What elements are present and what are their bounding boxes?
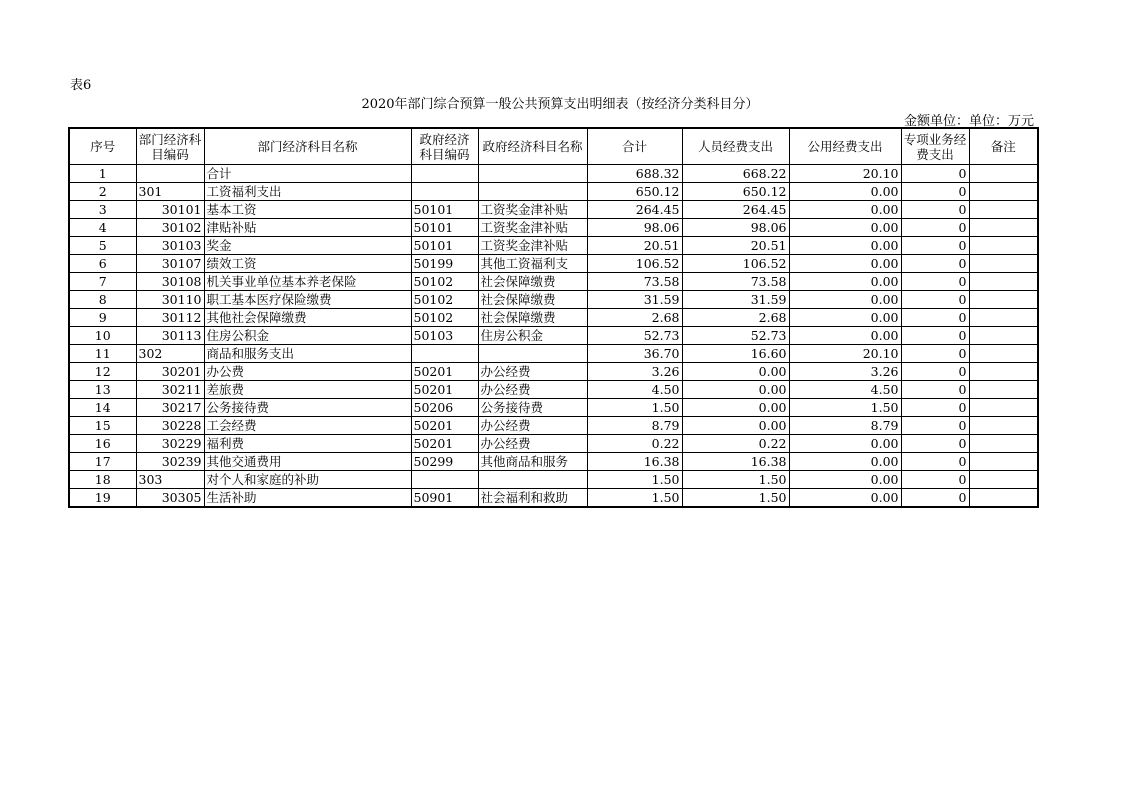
budget-table (68, 127, 1039, 508)
cell-dept-name[interactable]: 工会经费 (204, 417, 411, 435)
cell-personnel[interactable]: 668.22 (682, 165, 789, 183)
cell-dept-code[interactable]: 30217 (136, 399, 204, 417)
cell-remark[interactable] (969, 291, 1038, 309)
cell-special[interactable]: 0 (901, 273, 969, 291)
cell-personnel[interactable]: 0.00 (682, 417, 789, 435)
cell-personnel[interactable]: 0.00 (682, 399, 789, 417)
cell-public[interactable]: 8.79 (789, 417, 901, 435)
cell-total[interactable]: 36.70 (587, 345, 682, 363)
cell-remark[interactable] (969, 417, 1038, 435)
table-row (69, 273, 1038, 291)
cell-special[interactable]: 0 (901, 399, 969, 417)
cell-gov-code[interactable]: 50102 (411, 273, 478, 291)
cell-public[interactable]: 1.50 (789, 399, 901, 417)
cell-gov-code[interactable] (411, 165, 478, 183)
cell-seq[interactable]: 19 (69, 489, 136, 508)
cell-dept-name[interactable]: 基本工资 (204, 201, 411, 219)
cell-seq[interactable]: 14 (69, 399, 136, 417)
cell-personnel[interactable]: 16.38 (682, 453, 789, 471)
cell-total[interactable]: 0.22 (587, 435, 682, 453)
header-dept-code[interactable]: 部门经济科目编码 (136, 128, 204, 165)
table-row (69, 399, 1038, 417)
cell-dept-code[interactable]: 30228 (136, 417, 204, 435)
cell-seq[interactable]: 15 (69, 417, 136, 435)
cell-gov-code[interactable]: 50201 (411, 363, 478, 381)
cell-special[interactable]: 0 (901, 489, 969, 508)
cell-special[interactable]: 0 (901, 363, 969, 381)
cell-gov-name[interactable]: 社会保障缴费 (478, 291, 587, 309)
cell-remark[interactable] (969, 219, 1038, 237)
cell-gov-code[interactable]: 50199 (411, 255, 478, 273)
cell-dept-name[interactable]: 其他交通费用 (204, 453, 411, 471)
header-personnel[interactable]: 人员经费支出 (682, 128, 789, 165)
cell-dept-code[interactable]: 301 (136, 183, 204, 201)
cell-dept-code[interactable]: 30108 (136, 273, 204, 291)
cell-special[interactable]: 0 (901, 165, 969, 183)
cell-seq[interactable]: 5 (69, 237, 136, 255)
cell-public[interactable]: 0.00 (789, 291, 901, 309)
page-title: 2020年部门综合预算一般公共预算支出明细表（按经济分类科目分） (361, 97, 759, 112)
cell-remark[interactable] (969, 471, 1038, 489)
cell-public[interactable]: 0.00 (789, 255, 901, 273)
cell-total[interactable]: 1.50 (587, 489, 682, 508)
cell-gov-name[interactable]: 社会保障缴费 (478, 309, 587, 327)
table-row (69, 435, 1038, 453)
cell-remark[interactable] (969, 183, 1038, 201)
cell-gov-code[interactable]: 50101 (411, 201, 478, 219)
cell-personnel[interactable]: 98.06 (682, 219, 789, 237)
cell-seq[interactable]: 6 (69, 255, 136, 273)
cell-gov-name[interactable]: 办公经费 (478, 381, 587, 399)
cell-personnel[interactable]: 0.00 (682, 381, 789, 399)
cell-dept-code[interactable]: 302 (136, 345, 204, 363)
table-row (69, 201, 1038, 219)
table-row (69, 165, 1038, 183)
unit-label: 金额单位：单位：万元 (903, 114, 1034, 129)
table-row (69, 183, 1038, 201)
cell-dept-name[interactable]: 办公费 (204, 363, 411, 381)
cell-total[interactable]: 4.50 (587, 381, 682, 399)
table-row (69, 471, 1038, 489)
cell-remark[interactable] (969, 363, 1038, 381)
cell-seq[interactable]: 16 (69, 435, 136, 453)
cell-dept-code[interactable]: 30201 (136, 363, 204, 381)
cell-gov-name[interactable]: 其他工资福利支 (478, 255, 587, 273)
header-dept-name[interactable]: 部门经济科目名称 (204, 128, 411, 165)
cell-dept-name[interactable]: 对个人和家庭的补助 (204, 471, 411, 489)
cell-dept-name[interactable]: 奖金 (204, 237, 411, 255)
cell-total[interactable]: 1.50 (587, 399, 682, 417)
cell-dept-name[interactable]: 福利费 (204, 435, 411, 453)
table-row (69, 381, 1038, 399)
table-row (69, 219, 1038, 237)
cell-special[interactable]: 0 (901, 381, 969, 399)
cell-dept-name[interactable]: 职工基本医疗保险缴费 (204, 291, 411, 309)
cell-remark[interactable] (969, 345, 1038, 363)
cell-personnel[interactable]: 650.12 (682, 183, 789, 201)
cell-personnel[interactable]: 1.50 (682, 471, 789, 489)
cell-dept-name[interactable]: 机关事业单位基本养老保险 (204, 273, 411, 291)
cell-total[interactable]: 52.73 (587, 327, 682, 345)
header-gov-code[interactable]: 政府经济科目编码 (411, 128, 478, 165)
cell-public[interactable]: 0.00 (789, 183, 901, 201)
cell-special[interactable]: 0 (901, 291, 969, 309)
cell-seq[interactable]: 3 (69, 201, 136, 219)
cell-dept-name[interactable]: 绩效工资 (204, 255, 411, 273)
cell-seq[interactable]: 17 (69, 453, 136, 471)
cell-gov-name[interactable]: 社会保障缴费 (478, 273, 587, 291)
header-total[interactable]: 合计 (587, 128, 682, 165)
cell-special[interactable]: 0 (901, 435, 969, 453)
cell-dept-name[interactable]: 生活补助 (204, 489, 411, 508)
cell-public[interactable]: 0.00 (789, 273, 901, 291)
cell-seq[interactable]: 1 (69, 165, 136, 183)
table-row (69, 363, 1038, 381)
cell-public[interactable]: 20.10 (789, 165, 901, 183)
cell-special[interactable]: 0 (901, 309, 969, 327)
cell-personnel[interactable]: 16.60 (682, 345, 789, 363)
cell-remark[interactable] (969, 273, 1038, 291)
cell-total[interactable]: 2.68 (587, 309, 682, 327)
cell-personnel[interactable]: 2.68 (682, 309, 789, 327)
cell-gov-code[interactable] (411, 471, 478, 489)
cell-remark[interactable] (969, 165, 1038, 183)
cell-total[interactable]: 20.51 (587, 237, 682, 255)
cell-dept-code[interactable]: 30103 (136, 237, 204, 255)
cell-gov-name[interactable] (478, 183, 587, 201)
cell-personnel[interactable]: 31.59 (682, 291, 789, 309)
cell-special[interactable]: 0 (901, 219, 969, 237)
cell-special[interactable]: 0 (901, 183, 969, 201)
cell-dept-name[interactable]: 公务接待费 (204, 399, 411, 417)
cell-gov-name[interactable]: 工资奖金津补贴 (478, 201, 587, 219)
cell-dept-name[interactable]: 合计 (204, 165, 411, 183)
cell-gov-name[interactable]: 办公经费 (478, 435, 587, 453)
cell-gov-name[interactable]: 工资奖金津补贴 (478, 219, 587, 237)
cell-personnel[interactable]: 20.51 (682, 237, 789, 255)
cell-dept-name[interactable]: 住房公积金 (204, 327, 411, 345)
cell-gov-code[interactable]: 50101 (411, 237, 478, 255)
cell-remark[interactable] (969, 381, 1038, 399)
header-seq[interactable]: 序号 (69, 128, 136, 165)
table-row (69, 237, 1038, 255)
cell-gov-name[interactable]: 社会福利和救助 (478, 489, 587, 508)
table-row (69, 345, 1038, 363)
cell-dept-code[interactable]: 30102 (136, 219, 204, 237)
cell-dept-code[interactable]: 30211 (136, 381, 204, 399)
cell-public[interactable]: 0.00 (789, 219, 901, 237)
cell-personnel[interactable]: 0.22 (682, 435, 789, 453)
cell-seq[interactable]: 9 (69, 309, 136, 327)
table-row (69, 255, 1038, 273)
cell-remark[interactable] (969, 489, 1038, 508)
cell-dept-code[interactable]: 30229 (136, 435, 204, 453)
table-row (69, 417, 1038, 435)
cell-total[interactable]: 650.12 (587, 183, 682, 201)
cell-seq[interactable]: 10 (69, 327, 136, 345)
cell-seq[interactable]: 2 (69, 183, 136, 201)
cell-seq[interactable]: 4 (69, 219, 136, 237)
cell-remark[interactable] (969, 435, 1038, 453)
cell-gov-code[interactable] (411, 183, 478, 201)
cell-public[interactable]: 3.26 (789, 363, 901, 381)
cell-personnel[interactable]: 106.52 (682, 255, 789, 273)
cell-special[interactable]: 0 (901, 345, 969, 363)
cell-total[interactable]: 264.45 (587, 201, 682, 219)
cell-gov-code[interactable]: 50206 (411, 399, 478, 417)
cell-gov-name[interactable] (478, 345, 587, 363)
cell-total[interactable]: 1.50 (587, 471, 682, 489)
cell-personnel[interactable]: 0.00 (682, 363, 789, 381)
cell-personnel[interactable]: 73.58 (682, 273, 789, 291)
cell-dept-code[interactable]: 30112 (136, 309, 204, 327)
cell-dept-code[interactable]: 30113 (136, 327, 204, 345)
table-body (69, 165, 1038, 508)
cell-public[interactable]: 0.00 (789, 435, 901, 453)
cell-gov-name[interactable]: 工资奖金津补贴 (478, 237, 587, 255)
cell-total[interactable]: 106.52 (587, 255, 682, 273)
cell-dept-name[interactable]: 商品和服务支出 (204, 345, 411, 363)
cell-gov-name[interactable]: 住房公积金 (478, 327, 587, 345)
cell-gov-code[interactable]: 50101 (411, 219, 478, 237)
cell-personnel[interactable]: 1.50 (682, 489, 789, 508)
cell-remark[interactable] (969, 327, 1038, 345)
cell-personnel[interactable]: 52.73 (682, 327, 789, 345)
header-special[interactable]: 专项业务经费支出 (901, 128, 969, 165)
cell-special[interactable]: 0 (901, 471, 969, 489)
cell-dept-name[interactable]: 其他社会保障缴费 (204, 309, 411, 327)
cell-dept-name[interactable]: 差旅费 (204, 381, 411, 399)
header-remark[interactable]: 备注 (969, 128, 1038, 165)
cell-total[interactable]: 688.32 (587, 165, 682, 183)
cell-remark[interactable] (969, 255, 1038, 273)
table-row (69, 453, 1038, 471)
cell-seq[interactable]: 13 (69, 381, 136, 399)
cell-gov-name[interactable] (478, 471, 587, 489)
cell-public[interactable]: 0.00 (789, 489, 901, 508)
cell-gov-code[interactable]: 50201 (411, 435, 478, 453)
cell-seq[interactable]: 11 (69, 345, 136, 363)
cell-gov-name[interactable]: 办公经费 (478, 363, 587, 381)
cell-dept-code[interactable]: 303 (136, 471, 204, 489)
cell-special[interactable]: 0 (901, 453, 969, 471)
cell-dept-code[interactable]: 30305 (136, 489, 204, 508)
cell-special[interactable]: 0 (901, 327, 969, 345)
cell-dept-code[interactable]: 30101 (136, 201, 204, 219)
cell-gov-name[interactable]: 办公经费 (478, 417, 587, 435)
table-row (69, 327, 1038, 345)
cell-dept-name[interactable]: 工资福利支出 (204, 183, 411, 201)
cell-seq[interactable]: 18 (69, 471, 136, 489)
cell-remark[interactable] (969, 237, 1038, 255)
cell-gov-code[interactable]: 50201 (411, 381, 478, 399)
cell-gov-code[interactable] (411, 345, 478, 363)
cell-special[interactable]: 0 (901, 417, 969, 435)
table-row (69, 291, 1038, 309)
cell-total[interactable]: 16.38 (587, 453, 682, 471)
table-tag: 表6 (70, 78, 92, 93)
cell-public[interactable]: 0.00 (789, 237, 901, 255)
cell-dept-code[interactable]: 30110 (136, 291, 204, 309)
cell-remark[interactable] (969, 453, 1038, 471)
header-gov-name[interactable]: 政府经济科目名称 (478, 128, 587, 165)
cell-seq[interactable]: 12 (69, 363, 136, 381)
cell-remark[interactable] (969, 201, 1038, 219)
cell-total[interactable]: 73.58 (587, 273, 682, 291)
cell-dept-code[interactable]: 30107 (136, 255, 204, 273)
cell-public[interactable]: 0.00 (789, 201, 901, 219)
cell-total[interactable]: 98.06 (587, 219, 682, 237)
cell-remark[interactable] (969, 399, 1038, 417)
cell-seq[interactable]: 8 (69, 291, 136, 309)
cell-special[interactable]: 0 (901, 237, 969, 255)
cell-gov-code[interactable]: 50102 (411, 309, 478, 327)
cell-special[interactable]: 0 (901, 255, 969, 273)
cell-gov-code[interactable]: 50299 (411, 453, 478, 471)
cell-gov-code[interactable]: 50901 (411, 489, 478, 508)
header-row (69, 128, 1038, 165)
cell-gov-code[interactable]: 50102 (411, 291, 478, 309)
cell-public[interactable]: 0.00 (789, 327, 901, 345)
cell-public[interactable]: 0.00 (789, 453, 901, 471)
cell-seq[interactable]: 7 (69, 273, 136, 291)
header-public[interactable]: 公用经费支出 (789, 128, 901, 165)
cell-gov-code[interactable]: 50201 (411, 417, 478, 435)
cell-gov-name[interactable]: 公务接待费 (478, 399, 587, 417)
cell-gov-code[interactable]: 50103 (411, 327, 478, 345)
cell-dept-code[interactable] (136, 165, 204, 183)
cell-personnel[interactable]: 264.45 (682, 201, 789, 219)
cell-gov-name[interactable] (478, 165, 587, 183)
cell-public[interactable]: 20.10 (789, 345, 901, 363)
cell-total[interactable]: 3.26 (587, 363, 682, 381)
cell-dept-code[interactable]: 30239 (136, 453, 204, 471)
table-row (69, 489, 1038, 508)
cell-public[interactable]: 0.00 (789, 309, 901, 327)
cell-total[interactable]: 8.79 (587, 417, 682, 435)
cell-dept-name[interactable]: 津贴补贴 (204, 219, 411, 237)
cell-public[interactable]: 4.50 (789, 381, 901, 399)
cell-gov-name[interactable]: 其他商品和服务 (478, 453, 587, 471)
table-row (69, 309, 1038, 327)
cell-special[interactable]: 0 (901, 201, 969, 219)
cell-total[interactable]: 31.59 (587, 291, 682, 309)
cell-public[interactable]: 0.00 (789, 471, 901, 489)
cell-remark[interactable] (969, 309, 1038, 327)
